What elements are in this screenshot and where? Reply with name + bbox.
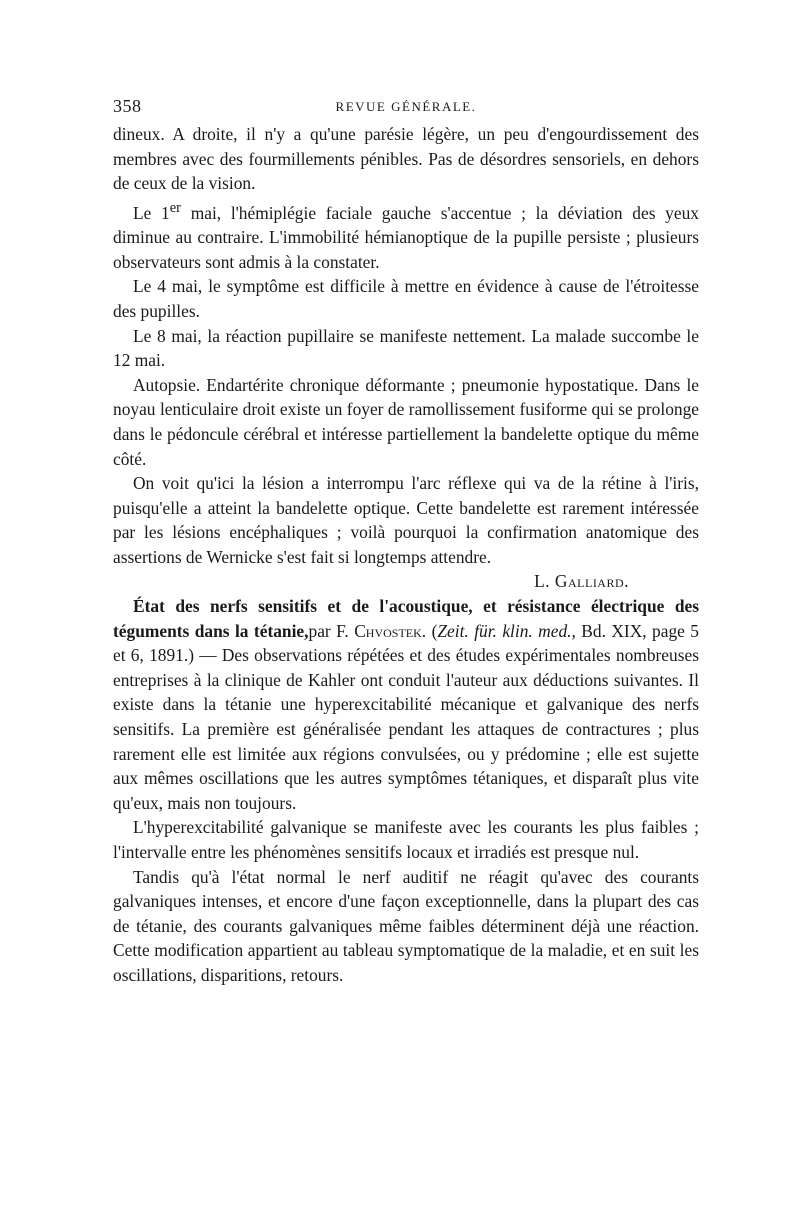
paragraph-continuation: dineux. A droite, il n'y a qu'une parésie légère, un peu d'engourdissement des membres avec des fourmillements pénibles. Pas de désordres sensoriels, en dehors de ceux de la vision.	[113, 124, 699, 194]
paragraph-galvanic: L'hyperexcitabilité galvanique se manifeste avec les courants les plus faibles ; l'intervalle entre les phénomènes sensitifs locaux et irradiés est presque nul.	[113, 817, 699, 863]
paragraph-text: mai, l'hémiplégie faciale gauche s'accentue ; la déviation des yeux diminue au contraire. L'immobilité hémianoptique de la pupille persiste ; plusieurs observateurs sont admis à la constater.	[113, 202, 699, 272]
running-title: REVUE GÉNÉRALE.	[335, 99, 477, 114]
ref-open: (	[426, 620, 438, 641]
running-head	[113, 96, 699, 122]
article-title: État des nerfs sensitifs et de l'acoustique, et résistance électrique des téguments dans la tétanie,	[113, 596, 699, 641]
page-number: 358	[113, 96, 142, 116]
paragraph-conclusion: On voit qu'ici la lésion a interrompu l'arc réflexe qui va de la rétine à l'iris, puisqu'elle a atteint la bandelette optique. Cette bandelette est rarement intéressée par les lésions encéphaliques ; voilà pourquoi la confirmation anatomique des assertions de Wernicke s'est fait si longtemps attendre.	[113, 473, 699, 567]
by-label: par F.	[308, 620, 355, 641]
paragraph-8-mai: Le 8 mai, la réaction pupillaire se manifeste nettement. La malade succombe le 12 mai.	[113, 325, 699, 371]
ordinal-superscript: er	[169, 199, 181, 216]
page	[113, 96, 699, 988]
article-author: Chvostek.	[354, 620, 427, 641]
abstract-intro: — Des observations répétées et des études expérimentales nombreuses entreprises à la clinique de Kahler ont conduit l'auteur aux déductions suivantes. Il existe dans la tétanie une hyperexcitabilité mécanique et galvanique des nerfs sensitifs. La première est généralisée pendant les attaques de contractures ; plus rarement elle est limitée aux régions convulsées, ou y prédomine ; elle est sujette aux mêmes oscillations que les autres symptômes tétaniques, et disparaît plus vite qu'eux, mais non toujours.	[113, 645, 699, 813]
reference-details: , Bd. XIX, page 5 et 6, 1891.)	[113, 620, 699, 666]
article-heading-paragraph	[113, 594, 699, 815]
paragraph-auditory-nerve: Tandis qu'à l'état normal le nerf auditif ne réagit qu'avec des courants galvaniques intenses, et encore d'une façon exceptionnelle, dans la plupart des cas de tétanie, des courants galvaniques même faibles déterminent déjà une réaction. Cette modification appartient au tableau symptomatique de la maladie, et en suit les oscillations, disparitions, retours.	[113, 866, 699, 985]
body-text	[113, 122, 699, 988]
journal-name: Zeit. für. klin. med.	[437, 620, 572, 641]
day-label: Le 1	[133, 202, 170, 223]
paragraph-1-mai	[113, 196, 699, 275]
author-signature: L. Galliard.	[534, 571, 629, 592]
paragraph-autopsie: Autopsie. Endartérite chronique déformante ; pneumonie hypostatique. Dans le noyau lenticulaire droit existe un foyer de ramollissement fusiforme qui se prolonge dans le pédoncule cérébral et intéresse partiellement la bandelette optique du même côté.	[113, 374, 699, 469]
paragraph-4-mai: Le 4 mai, le symptôme est difficile à mettre en évidence à cause de l'étroitesse des pupilles.	[113, 276, 699, 321]
